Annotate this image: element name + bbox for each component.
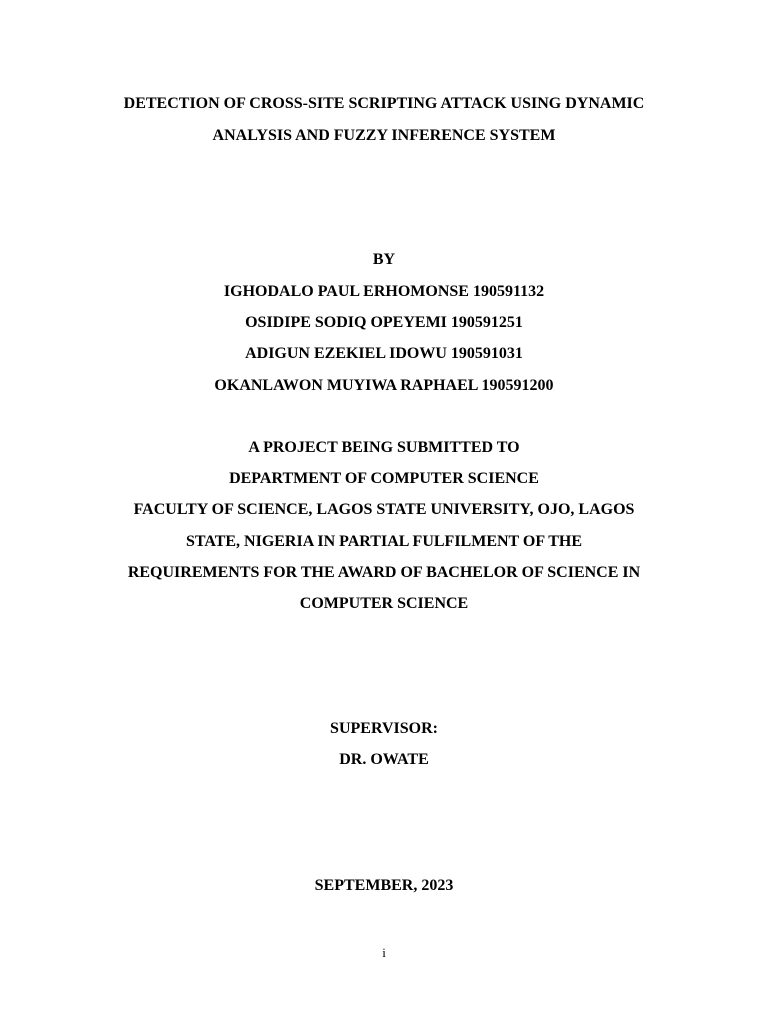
page-number: i xyxy=(382,945,386,960)
submission-line: A PROJECT BEING SUBMITTED TO xyxy=(248,439,520,456)
author-line: ADIGUN EZEKIEL IDOWU 190591031 xyxy=(245,345,523,362)
thesis-title-line-1: DETECTION OF CROSS-SITE SCRIPTING ATTACK USING DYNAMIC xyxy=(123,95,645,112)
supervisor-name: DR. OWATE xyxy=(339,751,429,768)
author-line: IGHODALO PAUL ERHOMONSE 190591132 xyxy=(223,283,545,300)
submission-line: DEPARTMENT OF COMPUTER SCIENCE xyxy=(229,470,539,487)
thesis-title-line-2: ANALYSIS AND FUZZY INFERENCE SYSTEM xyxy=(212,127,556,144)
submission-line: COMPUTER SCIENCE xyxy=(299,595,469,612)
submission-line: REQUIREMENTS FOR THE AWARD OF BACHELOR OF SCIENCE IN xyxy=(127,564,641,581)
submission-line: STATE, NIGERIA IN PARTIAL FULFILMENT OF THE xyxy=(185,533,583,550)
submission-date: SEPTEMBER, 2023 xyxy=(314,877,454,894)
author-line: OSIDIPE SODIQ OPEYEMI 190591251 xyxy=(245,314,523,331)
submission-line: FACULTY OF SCIENCE, LAGOS STATE UNIVERSITY, OJO, LAGOS xyxy=(133,501,635,518)
supervisor-label: SUPERVISOR: xyxy=(330,720,438,737)
by-label: BY xyxy=(372,251,396,268)
author-line: OKANLAWON MUYIWA RAPHAEL 190591200 xyxy=(214,377,554,394)
